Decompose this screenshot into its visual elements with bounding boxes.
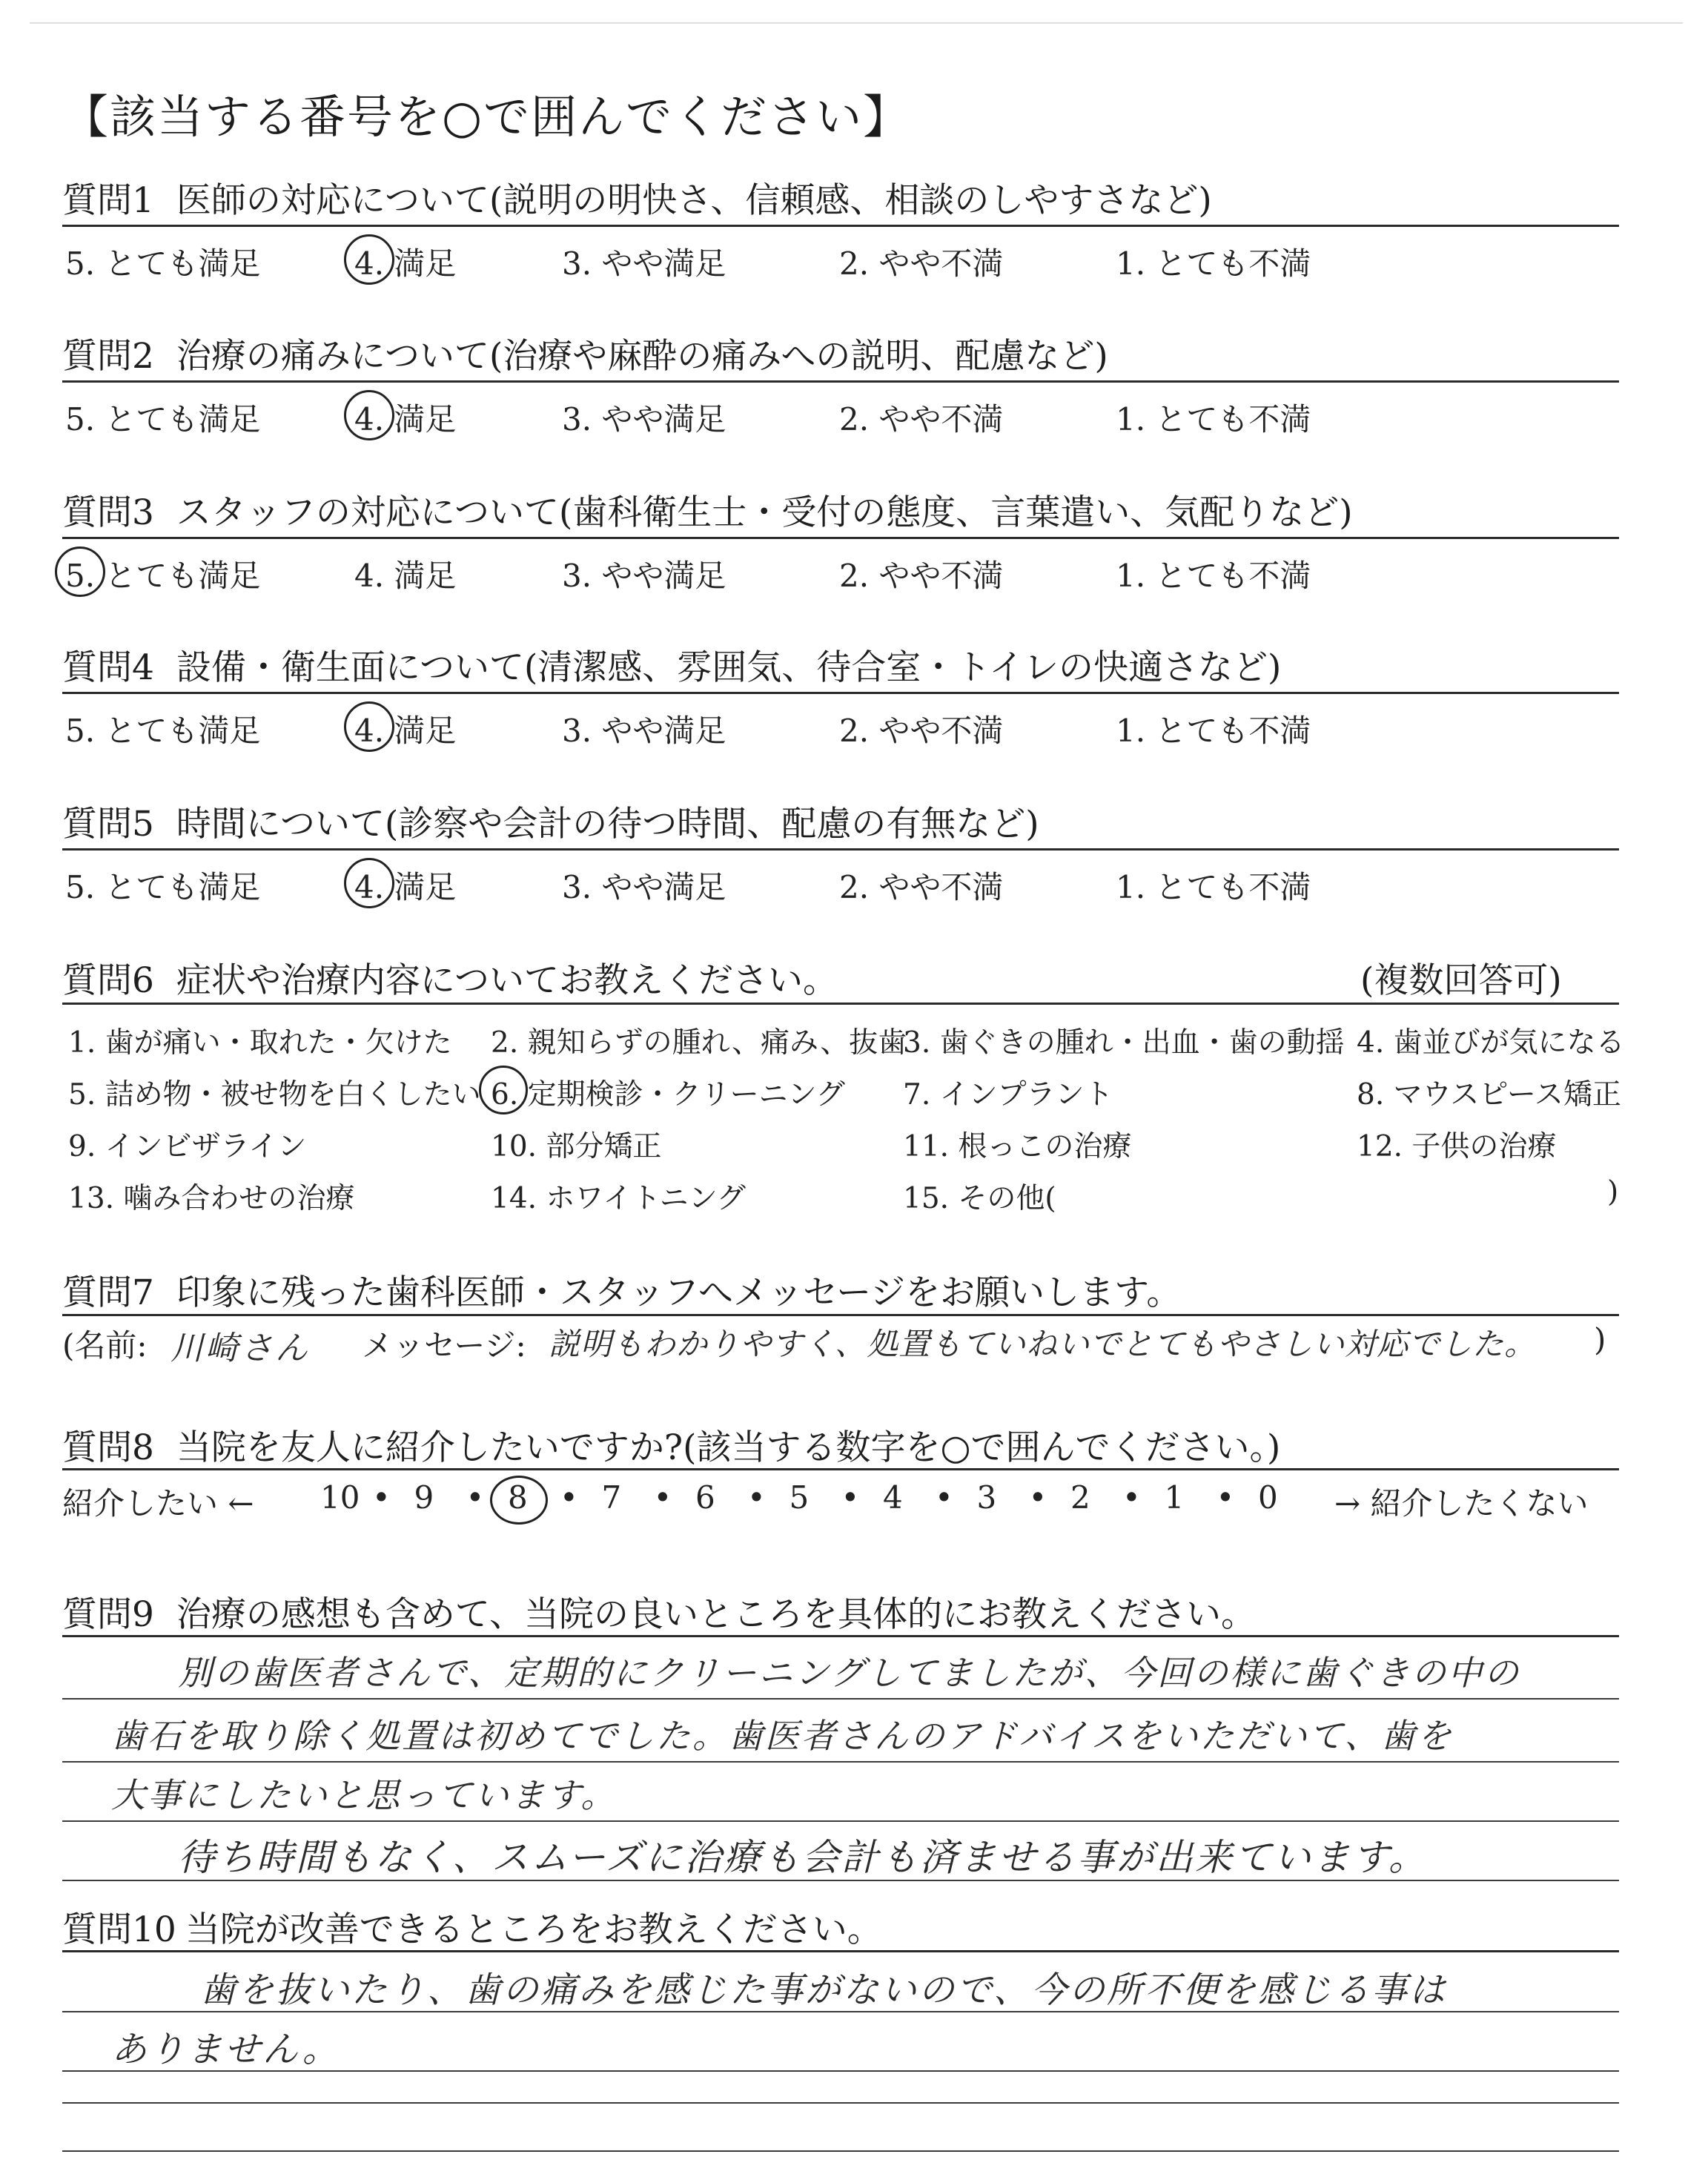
q3-text: スタッフの対応について(歯科衛生士・受付の態度、言葉遣い、気配りなど): [176, 492, 1353, 533]
q6-option[interactable]: 15. その他(: [903, 1182, 1056, 1215]
q7-name-label: (名前:: [62, 1327, 148, 1364]
q4-option[interactable]: 1. とても不満: [1116, 713, 1311, 749]
form-heading: 【該当する番号を○で囲んでください】: [62, 90, 911, 144]
q1-text: 医師の対応について(説明の明快さ、信頼感、相談のしやすさなど): [176, 180, 1212, 221]
q10-answer-line: 歯を抜いたり、歯の痛みを感じた事がないので、今の所不便を感じる事は: [200, 1969, 1448, 2011]
q4-selection-circle: [344, 701, 394, 752]
q6-number: 質問6: [62, 960, 154, 1001]
q6-option[interactable]: 9. インビザライン: [68, 1130, 307, 1163]
q3-rule: [62, 537, 1619, 539]
q4-option[interactable]: 5. とても満足: [65, 713, 261, 749]
q5-option[interactable]: 5. とても満足: [65, 869, 261, 905]
q8-scale-value[interactable]: 4: [883, 1479, 903, 1516]
q9-answer-rule: [62, 1698, 1619, 1700]
q1-option[interactable]: 1. とても不満: [1116, 245, 1311, 282]
q5-selection-circle: [344, 858, 394, 908]
q6-option[interactable]: 6. 定期検診・クリーニング: [491, 1078, 845, 1112]
q4-title: [62, 640, 1281, 690]
q8-scale-separator: •: [841, 1479, 860, 1516]
q6-selection-circle: [479, 1066, 528, 1114]
q10-title: [62, 1902, 882, 1952]
q9-answer-line: 待ち時間もなく、スムーズに治療も会計も済ませる事が出来ています。: [178, 1836, 1428, 1879]
q8-scale-value[interactable]: 2: [1070, 1479, 1090, 1516]
q3-option[interactable]: 2. やや不満: [839, 558, 1004, 594]
q2-option[interactable]: 2. やや不満: [839, 401, 1004, 437]
q6-rule: [62, 1003, 1619, 1005]
q9-answer-rule: [62, 1635, 1619, 1637]
q8-text: 当院を友人に紹介したいですか?(該当する数字を○で囲んでください。): [176, 1427, 1281, 1468]
q1-option[interactable]: 5. とても満足: [65, 245, 261, 282]
q5-rule: [62, 848, 1619, 851]
q9-number: 質問9: [62, 1594, 154, 1635]
q8-title: [62, 1420, 1280, 1470]
q5-number: 質問5: [62, 804, 154, 845]
q4-option[interactable]: 2. やや不満: [839, 713, 1004, 749]
q7-name-value: 川崎さん: [171, 1330, 310, 1367]
q3-number: 質問3: [62, 492, 154, 533]
q8-scale-separator: •: [747, 1479, 766, 1516]
q3-option[interactable]: 5. とても満足: [65, 558, 261, 594]
q8-scale-separator: •: [466, 1479, 485, 1516]
q6-option[interactable]: 14. ホワイトニング: [491, 1182, 746, 1215]
q6-option[interactable]: 13. 噛み合わせの治療: [68, 1182, 355, 1215]
q8-number: 質問8: [62, 1427, 154, 1468]
q1-option[interactable]: 4. 満足: [354, 245, 457, 282]
q9-answer-line: 歯石を取り除く処置は初めてでした。歯医者さんのアドバイスをいただいて、歯を: [111, 1716, 1454, 1756]
q4-number: 質問4: [62, 647, 154, 688]
q6-other-close: ): [1607, 1175, 1619, 1209]
q3-title: [62, 485, 1353, 535]
q2-selection-circle: [344, 390, 394, 440]
q7-text: 印象に残った歯科医師・スタッフへメッセージをお願いします。: [176, 1272, 1182, 1313]
q8-scale-separator: •: [1028, 1479, 1047, 1516]
q2-option[interactable]: 4. 満足: [354, 401, 457, 437]
q10-text: 当院が改善できるところをお教えください。: [185, 1909, 882, 1950]
q6-option[interactable]: 7. インプラント: [903, 1078, 1113, 1112]
q6-option[interactable]: 3. 歯ぐきの腫れ・出血・歯の動揺: [903, 1026, 1345, 1060]
q2-title: [62, 328, 1108, 378]
q6-option[interactable]: 8. マウスピース矯正: [1357, 1078, 1621, 1112]
q8-selection-circle: [490, 1476, 548, 1525]
q10-answer-rule: [62, 2102, 1619, 2104]
q8-scale-value[interactable]: 8: [508, 1479, 528, 1516]
q6-option[interactable]: 2. 親知らずの腫れ、痛み、抜歯: [491, 1026, 907, 1060]
q6-option[interactable]: 11. 根っこの治療: [903, 1130, 1132, 1163]
q1-option[interactable]: 2. やや不満: [839, 245, 1004, 282]
q8-scale-value[interactable]: 0: [1258, 1479, 1278, 1516]
q3-option[interactable]: 4. 満足: [354, 558, 457, 594]
q4-option[interactable]: 4. 満足: [354, 713, 457, 749]
q8-scale-value[interactable]: 5: [789, 1479, 810, 1516]
q5-option[interactable]: 1. とても不満: [1116, 869, 1311, 905]
q3-selection-circle: [55, 546, 105, 597]
q2-option[interactable]: 1. とても不満: [1116, 401, 1311, 437]
q8-right-label: → 紹介したくない: [1334, 1485, 1589, 1522]
q10-answer-rule: [62, 1950, 1619, 1952]
q4-option[interactable]: 3. やや満足: [562, 713, 726, 749]
q8-scale-separator: •: [1122, 1479, 1141, 1516]
q6-text: 症状や治療内容についてお教えください。: [176, 960, 838, 1001]
q9-title: [62, 1587, 1256, 1636]
q10-answer-line: ありません。: [111, 2029, 340, 2070]
q4-text: 設備・衛生面について(清潔感、雰囲気、待合室・トイレの快適さなど): [176, 647, 1282, 688]
q6-title: [62, 953, 838, 1003]
q8-scale-value[interactable]: 7: [601, 1479, 622, 1516]
q7-number: 質問7: [62, 1272, 154, 1313]
q1-option[interactable]: 3. やや満足: [562, 245, 726, 282]
q8-scale-value[interactable]: 1: [1164, 1479, 1185, 1516]
q1-selection-circle: [344, 234, 394, 285]
q6-option[interactable]: 10. 部分矯正: [491, 1130, 662, 1163]
q7-rule: [62, 1314, 1619, 1316]
q3-option[interactable]: 3. やや満足: [562, 558, 726, 594]
q8-scale-separator: •: [935, 1479, 953, 1516]
q2-text: 治療の痛みについて(治療や麻酔の痛みへの説明、配慮など): [176, 336, 1108, 377]
scan-edge: [30, 22, 1683, 24]
q8-scale-separator: •: [653, 1479, 672, 1516]
q9-answer-rule: [62, 1820, 1619, 1822]
q7-title: [62, 1265, 1181, 1315]
q1-title: [62, 173, 1212, 222]
q6-option[interactable]: 4. 歯並びが気になる: [1357, 1026, 1625, 1060]
q9-answer-line: 大事にしたいと思っています。: [111, 1775, 618, 1815]
q9-text: 治療の感想も含めて、当院の良いところを具体的にお教えください。: [176, 1594, 1256, 1635]
q10-answer-rule: [62, 2150, 1619, 2152]
q5-title: [62, 796, 1039, 846]
q4-rule: [62, 692, 1619, 694]
q6-option[interactable]: 12. 子供の治療: [1357, 1130, 1557, 1163]
q8-rule: [62, 1468, 1619, 1470]
q9-answer-line: 別の歯医者さんで、定期的にクリーニングしてましたが、今回の様に歯ぐきの中の: [178, 1653, 1521, 1693]
q9-answer-rule: [62, 1761, 1619, 1763]
q5-option[interactable]: 2. やや不満: [839, 869, 1004, 905]
q6-note: (複数回答可): [1360, 960, 1562, 1001]
q2-number: 質問2: [62, 336, 154, 377]
q8-scale-value[interactable]: 9: [414, 1479, 434, 1516]
q5-text: 時間について(診察や会計の待つ時間、配慮の有無など): [176, 804, 1039, 845]
q3-option[interactable]: 1. とても不満: [1116, 558, 1311, 594]
q8-scale-separator: •: [1216, 1479, 1235, 1516]
q6-option[interactable]: 5. 詰め物・被せ物を白くしたい: [68, 1078, 481, 1112]
q1-number: 質問1: [62, 180, 154, 221]
q2-rule: [62, 380, 1619, 383]
q8-scale-separator: •: [560, 1479, 578, 1516]
q5-option[interactable]: 3. やや満足: [562, 869, 726, 905]
q7-message-label: メッセージ:: [362, 1327, 526, 1364]
q7-close: ): [1594, 1321, 1606, 1358]
q10-number: 質問10: [62, 1909, 176, 1950]
q7-message-value: 説明もわかりやすく、処置もていねいでとてもやさしい対応でした。: [549, 1326, 1537, 1362]
q6-option[interactable]: 1. 歯が痛い・取れた・欠けた: [68, 1026, 452, 1060]
q2-option[interactable]: 3. やや満足: [562, 401, 726, 437]
q8-scale-separator: •: [372, 1479, 391, 1516]
q8-scale-value[interactable]: 6: [695, 1479, 715, 1516]
q8-scale-value[interactable]: 3: [976, 1479, 997, 1516]
q8-left-label: 紹介したい ←: [62, 1485, 254, 1522]
q2-option[interactable]: 5. とても満足: [65, 401, 261, 437]
q8-scale-value[interactable]: 10: [320, 1479, 360, 1516]
q1-rule: [62, 225, 1619, 227]
q5-option[interactable]: 4. 満足: [354, 869, 457, 905]
